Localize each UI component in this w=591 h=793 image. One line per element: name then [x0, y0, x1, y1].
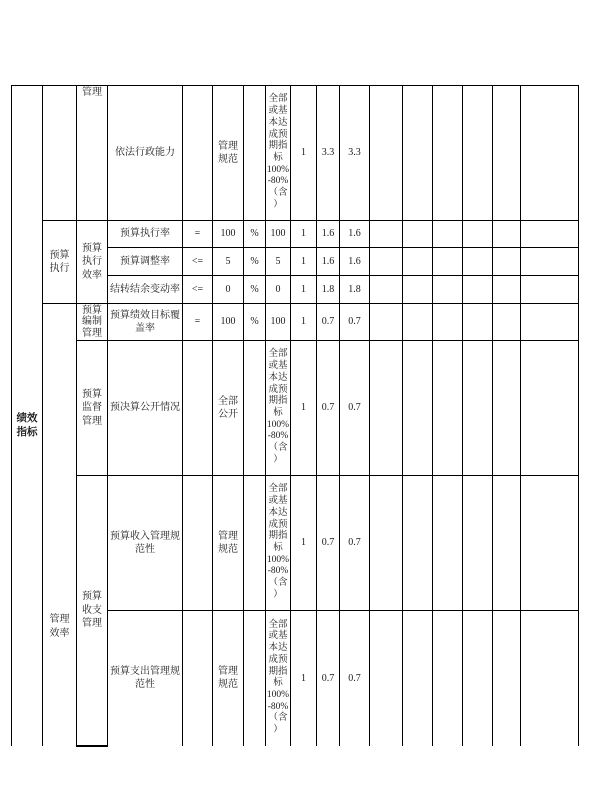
actual-value: 全部 或基 本达 成预 期指 标 100% -80% （含 ） [266, 349, 290, 465]
target-value: 管理 规范 [218, 665, 238, 691]
actual-cell [266, 611, 291, 746]
empty-cell [493, 248, 521, 276]
table-row [12, 476, 579, 611]
target-value: 管理 规范 [218, 530, 238, 555]
target-value: 5 [225, 255, 231, 267]
actual-value: 0 [275, 283, 281, 295]
empty-cell [370, 86, 403, 221]
operator-cell [183, 276, 213, 304]
target-cell [213, 341, 244, 476]
table-row [12, 341, 579, 476]
value-cell-3 [340, 304, 370, 341]
empty-cell [403, 341, 433, 476]
value-1: 1 [301, 402, 306, 414]
value-2: 3.3 [321, 147, 335, 159]
empty-cell [493, 304, 521, 341]
value-cell-3 [340, 611, 370, 746]
target-value: 全部 公开 [218, 395, 238, 420]
indicator-label: 预算执行率 [120, 228, 170, 240]
value-1: 1 [301, 255, 306, 267]
actual-value: 5 [275, 255, 281, 267]
actual-value: 100 [270, 228, 286, 240]
target-cell [213, 476, 244, 611]
level3-label: 预算 收支 管理 [82, 591, 102, 629]
level2-cell-management-efficiency [43, 304, 77, 746]
target-value: 100 [220, 316, 236, 328]
value-cell-3 [340, 221, 370, 248]
empty-cell [433, 611, 463, 746]
level3-label: 预算 编制 管理 [82, 305, 102, 339]
value-cell-1 [291, 86, 317, 221]
empty-cell [403, 248, 433, 276]
table-row [12, 304, 579, 341]
empty-cell [244, 611, 266, 746]
empty-cell [43, 86, 77, 221]
empty-cell [370, 221, 403, 248]
value-cell-2 [317, 341, 340, 476]
value-3: 0.7 [348, 402, 361, 414]
empty-cell [463, 304, 493, 341]
unit: % [250, 283, 259, 295]
empty-cell [403, 221, 433, 248]
empty-cell [493, 341, 521, 476]
value-cell-3 [340, 341, 370, 476]
empty-cell [183, 341, 213, 476]
value-cell-1 [291, 476, 317, 611]
level2-cell-budget-execution [43, 221, 77, 304]
indicator-label: 预算绩效目标覆 盖率 [110, 309, 180, 334]
empty-cell [463, 611, 493, 746]
indicator-cell [108, 476, 183, 611]
indicator-cell [108, 341, 183, 476]
operator-cell [183, 248, 213, 276]
value-cell-2 [317, 248, 340, 276]
unit-cell [244, 248, 266, 276]
value-cell-3 [340, 86, 370, 221]
empty-cell [370, 276, 403, 304]
value-3: 0.7 [348, 537, 361, 549]
target-cell [213, 611, 244, 746]
indicator-label: 预算收入管理规 范性 [110, 530, 180, 555]
empty-cell [403, 611, 433, 746]
value-3: 0.7 [348, 316, 361, 328]
empty-cell [521, 276, 579, 304]
target-value: 100 [220, 228, 236, 240]
level2-label: 预算 执行 [49, 249, 70, 274]
indicator-label: 结转结余变动率 [110, 283, 180, 295]
level3-label: 管理 [82, 87, 102, 98]
value-cell-3 [340, 248, 370, 276]
table-row [12, 86, 579, 221]
empty-cell [370, 476, 403, 611]
indicator-cell [108, 611, 183, 746]
empty-cell [244, 341, 266, 476]
value-2: 0.7 [321, 402, 335, 414]
unit-cell [244, 304, 266, 341]
empty-cell [433, 248, 463, 276]
unit: % [250, 316, 259, 328]
value-1: 1 [301, 228, 306, 240]
indicator-label: 预算支出管理规 范性 [110, 665, 180, 691]
actual-value: 全部 或基 本达 成预 期指 标 100% -80% （含 ） [266, 619, 290, 736]
level3-cell-budget-revenue-expenditure [77, 476, 108, 746]
target-cell [213, 248, 244, 276]
value-cell-1 [291, 221, 317, 248]
empty-cell [403, 304, 433, 341]
actual-cell [266, 476, 291, 611]
value-cell-2 [317, 611, 340, 746]
actual-cell [266, 341, 291, 476]
value-3: 1.6 [348, 228, 361, 240]
value-cell-3 [340, 276, 370, 304]
actual-cell [266, 304, 291, 341]
level3-label: 预算 执行 效率 [82, 242, 102, 281]
target-cell [213, 304, 244, 341]
indicator-cell [108, 86, 183, 221]
empty-cell [521, 341, 579, 476]
empty-cell [493, 276, 521, 304]
value-3: 1.6 [348, 255, 361, 267]
value-2: 1.8 [321, 283, 335, 295]
empty-cell [183, 86, 213, 221]
indicator-cell [108, 276, 183, 304]
empty-cell [521, 476, 579, 611]
value-2: 0.7 [321, 672, 335, 684]
operator: <= [191, 255, 204, 267]
value-cell-1 [291, 304, 317, 341]
target-value: 管理 规范 [218, 140, 238, 165]
indicator-cell [108, 304, 183, 341]
level3-cell-budget-supervision [77, 341, 108, 476]
empty-cell [521, 304, 579, 341]
empty-cell [463, 276, 493, 304]
empty-cell [493, 221, 521, 248]
unit: % [250, 255, 259, 267]
value-cell-1 [291, 248, 317, 276]
empty-cell [433, 221, 463, 248]
empty-cell [521, 248, 579, 276]
level3-cell-budget-preparation [77, 304, 108, 341]
empty-cell [463, 248, 493, 276]
value-1: 1 [301, 672, 306, 684]
empty-cell [433, 476, 463, 611]
value-2: 0.7 [321, 316, 335, 328]
empty-cell [403, 476, 433, 611]
operator: = [194, 316, 201, 328]
value-2: 1.6 [321, 228, 335, 240]
value-1: 1 [301, 537, 306, 549]
empty-cell [521, 86, 579, 221]
table-row [12, 221, 579, 248]
empty-cell [370, 304, 403, 341]
empty-cell [493, 611, 521, 746]
actual-cell [266, 221, 291, 248]
empty-cell [183, 476, 213, 611]
level3-cell [77, 86, 108, 221]
value-cell-1 [291, 611, 317, 746]
empty-cell [521, 611, 579, 746]
empty-cell [493, 476, 521, 611]
value-cell-2 [317, 476, 340, 611]
unit-cell [244, 221, 266, 248]
empty-cell [370, 248, 403, 276]
empty-cell [463, 476, 493, 611]
value-2: 0.7 [321, 537, 335, 549]
value-3: 3.3 [348, 147, 361, 159]
empty-cell [463, 86, 493, 221]
level3-label: 预算 监督 管理 [82, 388, 102, 427]
value-2: 1.6 [321, 255, 335, 267]
actual-cell [266, 248, 291, 276]
empty-cell [433, 341, 463, 476]
value-cell-3 [340, 476, 370, 611]
empty-cell [370, 341, 403, 476]
value-1: 1 [301, 283, 306, 295]
target-value: 0 [225, 283, 231, 295]
indicator-cell [108, 248, 183, 276]
value-cell-2 [317, 86, 340, 221]
empty-cell [433, 304, 463, 341]
empty-cell [244, 476, 266, 611]
empty-cell [244, 86, 266, 221]
value-1: 1 [301, 316, 306, 328]
operator-cell [183, 304, 213, 341]
value-cell-1 [291, 341, 317, 476]
level2-label: 管理 效率 [49, 614, 70, 639]
empty-cell [521, 221, 579, 248]
empty-cell [433, 276, 463, 304]
actual-value: 100 [270, 316, 286, 328]
empty-cell [370, 611, 403, 746]
actual-cell [266, 276, 291, 304]
empty-cell [433, 86, 463, 221]
actual-cell [266, 86, 291, 221]
empty-cell [403, 276, 433, 304]
indicator-cell [108, 221, 183, 248]
operator: = [194, 228, 201, 240]
operator: <= [191, 283, 204, 295]
value-cell-2 [317, 276, 340, 304]
target-cell [213, 86, 244, 221]
level3-cell-budget-execution-efficiency [77, 221, 108, 304]
empty-cell [463, 341, 493, 476]
value-cell-1 [291, 276, 317, 304]
category-label: 绩效 指标 [16, 412, 38, 438]
empty-cell [403, 86, 433, 221]
unit-cell [244, 276, 266, 304]
value-cell-2 [317, 221, 340, 248]
unit: % [250, 228, 259, 240]
operator-cell [183, 221, 213, 248]
indicator-label: 预决算公开情况 [110, 402, 180, 414]
actual-value: 全部 或基 本达 成预 期指 标 100% -80% （含 ） [266, 484, 290, 600]
empty-cell [463, 221, 493, 248]
empty-cell [183, 611, 213, 746]
value-3: 1.8 [348, 283, 361, 295]
category-cell [12, 86, 43, 746]
empty-cell [493, 86, 521, 221]
actual-value: 全部 或基 本达 成预 期指 标 100% -80% （含 ） [266, 94, 290, 210]
performance-indicator-table [11, 85, 579, 747]
indicator-label: 依法行政能力 [115, 147, 175, 159]
target-cell [213, 276, 244, 304]
value-3: 0.7 [348, 672, 361, 684]
value-cell-2 [317, 304, 340, 341]
value-1: 1 [301, 147, 306, 159]
indicator-label: 预算调整率 [120, 255, 170, 267]
target-cell [213, 221, 244, 248]
